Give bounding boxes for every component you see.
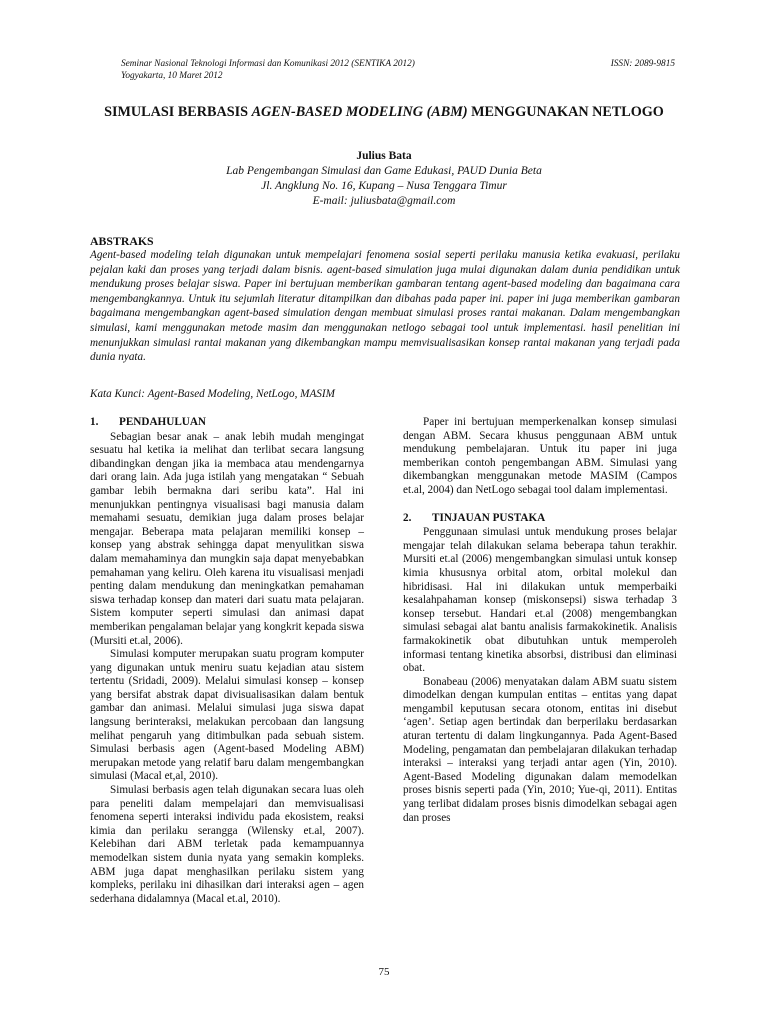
section-2-heading: [403, 512, 677, 526]
section-2-number: 2.: [403, 511, 412, 524]
running-header: [121, 58, 415, 82]
section-1-title: PENDAHULUAN: [119, 416, 207, 428]
section-1-paragraph: Simulasi komputer merupakan suatu program komputer yang digunakan untuk meniru suatu kejadian atau sistem tertentu (Sridadi, 2009). Melalui simulasi konsep – konsep yang bersifat abstrak dapat divisualisasikan dalam bentuk gambar dan animasi. Melalui simulasi juga siswa dapat langsung berinteraksi, melakukan percobaan dan langsung melihat pengaruh yang ditimbulkan pada sebuah sistem. Simulasi berbasis agen (Agent-based Modeling ABM) merupakan metode yang relatif baru dalam mengembangkan simulasi (Macal et,al, 2010).: [90, 648, 364, 783]
title-part-3: MENGGUNAKAN NETLOGO: [467, 104, 664, 120]
affiliation: Lab Pengembangan Simulasi dan Game Edukasi, PAUD Dunia Beta: [226, 165, 542, 177]
email: E-mail: juliusbata@gmail.com: [312, 195, 456, 207]
section-2-paragraph: Penggunaan simulasi untuk mendukung proses belajar mengajar telah dilakukan selama beberapa tahun terakhir. Mursiti et.al (2006) mengembangkan simulasi untuk konsep kimia khususnya orbital atom, orbital molekul dan hibridisasi. Hal ini dilakukan untuk memperbaiki kesalahpahaman konsep (miskonsepsi) siswa terhadap 3 konsep tersebut. Handari et.al (2008) mengembangkan simulasi sebagai alat bantu analisis farmakokinetik. Analisis farmakokinetik obat dibutuhkan untuk memperoleh informasi tentang kinetika absorbsi, distribusi dan eliminasi obat.: [403, 526, 677, 675]
conference-name: Seminar Nasional Teknologi Informasi dan Komunikasi 2012 (SENTIKA 2012): [121, 59, 415, 69]
paper-title: [100, 103, 668, 121]
conference-location-date: Yogyakarta, 10 Maret 2012: [121, 71, 223, 81]
column-left: [90, 416, 364, 906]
section-2-paragraph: Bonabeau (2006) menyatakan dalam ABM suatu sistem dimodelkan dengan kumpulan entitas – entitas yang dapat mengambil keputusan secara otonom, entitas ini disebut ‘agen’. Setiap agen bertindak dan berperilaku berdasarkan aturan tertentu di dalam lingkungannya. Pada Agent-Based Modeling, pengamatan dan pembelajaran dilakukan terhadap interaksi – interaksi yang terjadi antar agen (Yin, 2010). Agent-Based Modeling digunakan dalam memodelkan proses bisnis seperti pada (Yin, 2010; Yue-qi, 2011). Entitas yang terlibat didalam proses bisnis dimodelkan sebagai agen dan proses: [403, 675, 677, 824]
page-number: 75: [378, 966, 390, 978]
issn: ISSN: 2089-9815: [610, 59, 675, 69]
section-1-heading: [90, 416, 364, 430]
section-1-paragraph: Simulasi berbasis agen telah digunakan secara luas oleh para peneliti dalam mempelajari dan memvisualisasi fenomena seperti interaksi individu pada ekosistem, reaksi kimia dan perilaku serangga (Wilensky et.al, 2007). Kelebihan dari ABM terletak pada kemampuannya memodelkan sistem dunia nyata yang semakin kompleks. ABM juga dapat menghasilkan perilaku sistem yang kompleks, perilaku ini dihasilkan dari interaksi agen – agen sederhana didalamnya (Macal et.al, 2010).: [90, 784, 364, 905]
title-part-2: AGEN-BASED MODELING (ABM): [251, 104, 468, 120]
section-1-paragraph: Paper ini bertujuan memperkenalkan konsep simulasi dengan ABM. Secara khusus penggunaan ABM untuk mendukung pembelajaran. Untuk itu paper ini juga memberikan contoh pengembangan ABM. Simulasi yang dikembangkan menggunakan metode MASIM (Campos et.al, 2004) dan NetLogo sebagai tool dalam implementasi.: [403, 416, 677, 496]
column-right: [403, 416, 677, 825]
title-part-1: SIMULASI BERBASIS: [104, 104, 252, 120]
section-2-title: TINJAUAN PUSTAKA: [432, 511, 546, 524]
abstract-text: Agent-based modeling telah digunakan untuk mempelajari fenomena sosial seperti perilaku manusia ketika evakuasi, perilaku pejalan kaki dan proses yang terjadi dalam bisnis. agent-based simulation juga mulai digunakan dalam dunia pendidikan untuk mendukung proses belajar siswa. Paper ini bertujuan memberikan gambaran tentang agent-based modeling dan bagaimana cara mengembangkannya. Untuk itu sejumlah literatur ditampilkan dan dibahas pada paper ini. paper ini juga memberikan gambaran bagaimana mengembangkan agent-based simulation dengan membuat simulasi proses rantai makanan. Dalam mengembangkan simulasi, kami menggunakan metode masim dan menggunakan netlogo sebagai tool untuk implementasi. hasil penelitian ini menunjukkan simulasi rantai makanan yang dikembangkan mampu memvisualisasikan konsep rantai makanan yang terjadi pada dunia nyata.: [90, 249, 680, 364]
abstract-heading: ABSTRAKS: [90, 234, 154, 248]
address: Jl. Angklung No. 16, Kupang – Nusa Tenggara Timur: [261, 180, 507, 192]
section-1-number: 1.: [90, 416, 99, 428]
author-name: Julius Bata: [356, 150, 412, 162]
section-1-paragraph: Sebagian besar anak – anak lebih mudah mengingat sesuatu hal ketika ia melihat dan terlibat secara langsung dibandingkan dengan jika ia membaca atau mendengarnya dari orang lain. Ada juga istilah yang mengatakan “ Sebuah gambar lebih bermakna dari seribu kata”. Hal ini menunjukkan pentingnya visualisasi bagi manusia dalam memahami sesuatu, demikian juga dalam proses belajar mengajar. Beberapa mata pelajaran memiliki konsep – konsep yang abstrak sehingga dapat menyulitkan siswa dalam memahaminya dan mungkin saja dapat menyebabkan pemahaman yang keliru. Oleh karena itu visualisasi menjadi penting dalam mendukung dan meningkatkan pemahaman siswa terhadap konsep dan materi dari suatu mata pelajaran. Sistem komputer seperti simulasi dan animasi dapat memberikan pengalaman belajar yang kongkrit kepada siswa (Mursiti et.al, 2006).: [90, 430, 364, 647]
keywords: Kata Kunci: Agent-Based Modeling, NetLogo, MASIM: [90, 388, 335, 400]
author-affiliation-block: [0, 164, 768, 209]
